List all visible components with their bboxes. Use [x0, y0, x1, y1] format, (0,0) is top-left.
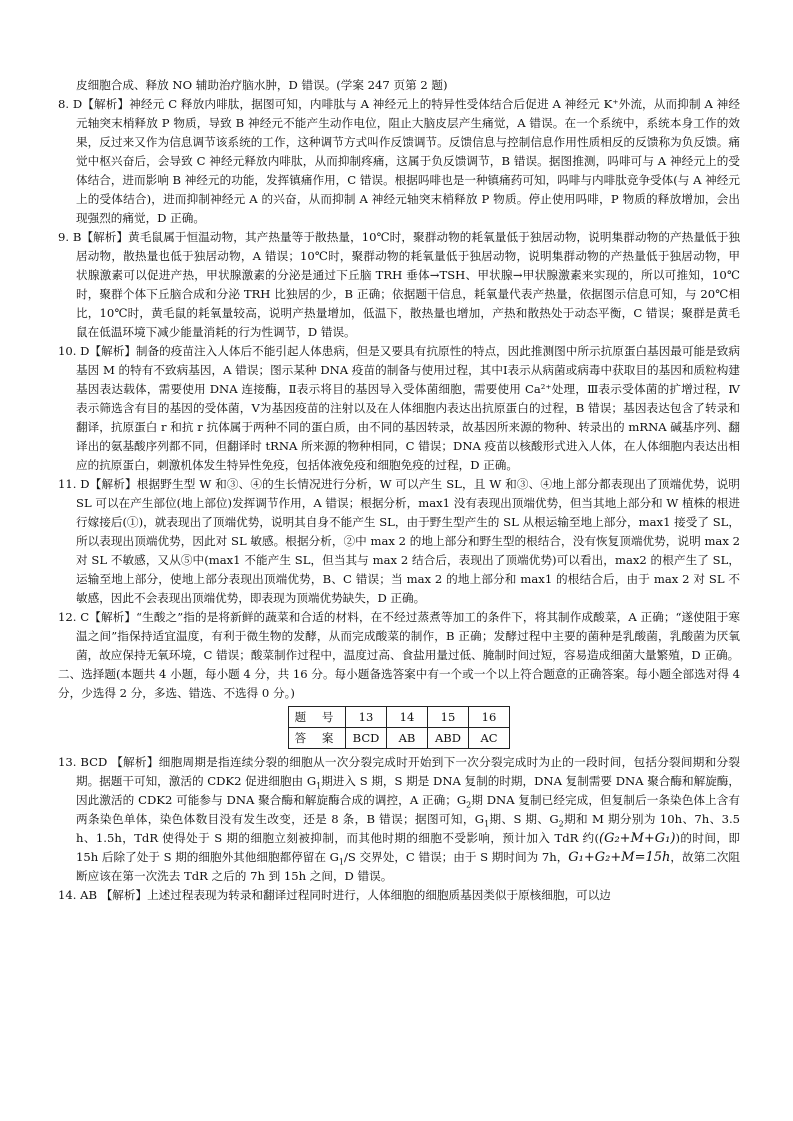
- table-row-numbers: [289, 707, 510, 728]
- table-cell: 15: [428, 707, 469, 728]
- formula: (G₂+M+G₁): [599, 831, 676, 846]
- section-two-heading: 二、选择题(本题共 4 小题，每小题 4 分，共 16 分。每小题备选答案中有一个或一个以上符合题意的正确答案。每小题全部选对得 4 分，少选得 2 分，多选、错选、不选得 0 分。): [58, 667, 740, 700]
- paragraph-continuation: 皮细胞合成、释放 NO 辅助治疗脑水肿，D 错误。(学案 247 页第 2 题): [76, 78, 448, 92]
- table-label-answer: 答 案: [289, 728, 346, 749]
- table-cell: ABD: [428, 728, 469, 749]
- answer-9: 9. B【解析】黄毛鼠属于恒温动物，其产热量等于散热量，10℃时，聚群动物的耗氧量低于独居动物，说明集群动物的产热量低于独居动物，散热量也低于独居动物，A 错误；10℃时，聚群动物的耗氧量低于独居动物，说明集群动物的产热量低于独居动物，甲状腺激素可以促进产热，甲状腺激素的分泌是通过下丘脑 TRH 垂体→TSH、甲状腺→甲状腺激素来实现的，所以可推知，10℃时，聚群个体下丘脑合成和分泌 TRH 比独居的少，B 正确；依据题干信息，耗氧量代表产热量，依据图示信息可知，与 20℃相比，10℃时，黄毛鼠的耗氧量较高，说明产热量增加，低温下，散热量也增加，产热和散热处于动态平衡，C 错误；聚群是黄毛鼠在低温环境下减少能量消耗的行为性调节，D 错误。: [58, 230, 740, 339]
- table-cell: AB: [387, 728, 428, 749]
- text-run: )的时间，即 15h 后除了处于 S 期的细胞外其他细胞都停留在 G: [76, 831, 740, 864]
- text-run: 期进入 S 期，S 期是 DNA 复制的时期，DNA 复制需要 DNA 聚合酶和解旋酶，因此激活的 CDK2 可能参与 DNA 聚合酶和解旋酶合成的调控，A 正确；G: [76, 774, 740, 807]
- subscript: 2: [466, 800, 472, 810]
- document-page: [58, 76, 740, 905]
- answer-14: 14. AB 【解析】上述过程表现为转录和翻译过程同时进行，人体细胞的细胞质基因类似于原核细胞，可以边: [58, 888, 611, 902]
- answer-13: [58, 753, 740, 886]
- answer-10: 10. D【解析】制备的疫苗注入人体后不能引起人体患病，但是又要具有抗原性的特点，因此推测图中所示抗原蛋白基因最可能是致病基因 M 的特有不致病基因，A 错误；图示某种 DNA 疫苗的制备与使用过程，其中Ⅰ表示从病菌或病毒中获取目的基因和质粒构建基因表达载体，需要使用 DNA 连接酶，Ⅱ表示将目的基因导入受体菌细胞，需要使用 Ca²⁺处理，Ⅲ表示受体菌的扩增过程，Ⅳ表示筛选含有目的基因的受体菌，Ⅴ为基因疫苗的注射以及在人体细胞内表达出抗原蛋白的过程，B 错误；基因表达包含了转录和翻译，抗原蛋白 r 和抗 r 抗体属于两种不同的蛋白质，由不同的基因转录，故基因所来源的物种、转录出的 mRNA 碱基序列、翻译出的氨基酸序列都不同，但翻译时 tRNA 所来源的物种相同，C 错误；DNA 疫苗以核酸形式进入人体，在人体细胞内表达出相应的抗原蛋白，刺激机体发生特异性免疫，包括体液免疫和细胞免疫的过程，D 正确。: [58, 344, 740, 472]
- formula: G₁+G₂+M=15h: [568, 850, 671, 865]
- text-run: /S 交界处，C 错误；由于 S 期时间为 7h，: [344, 850, 569, 864]
- answer-12: 12. C【解析】“生酸之”指的是将新鲜的蔬菜和合适的材料，在不经过蒸煮等加工的条件下，将其制作成酸菜，A 正确；“遂使阻于寒温之间”指保持适宜温度，有利于微生物的发酵，从而完成酸菜的制作，B 正确；发酵过程中主要的菌种是乳酸菌，乳酸菌为厌氧菌，故应保持无氧环境，C 错误；酸菜制作过程中，温度过高、食盐用量过低、腌制时间过短，容易造成细菌大量繁殖，D 正确。: [58, 610, 740, 662]
- table-cell: 13: [346, 707, 387, 728]
- text-run: 期和 M 期分别为 10h、7h、3.5 h、1.5h，TdR 使得处于 S 期的细胞立刻被抑制，而其他时期的细胞不受影响，预计加入 TdR 约(: [76, 812, 741, 845]
- answer-table: [288, 706, 510, 749]
- subscript: 1: [316, 781, 322, 791]
- text-run: 13. BCD 【解析】细胞周期是指连续分裂的细胞从一次分裂完成时开始到下一次分裂完成时为止的一段时间，包括分裂间期和分裂期。据题干可知，激活的 CDK2 促进细胞由 G: [58, 755, 740, 788]
- text-run: 期 DNA 复制已经完成，但复制后一条染色体上含有两条染色单体，染色体数目没有发生改变，还是 8 条，B 错误；据图可知，G: [76, 793, 740, 826]
- table-cell: AC: [469, 728, 510, 749]
- text-run: 期、S 期、G: [489, 812, 559, 826]
- table-cell: 16: [469, 707, 510, 728]
- table-label-number: 题 号: [289, 707, 346, 728]
- table-row-answers: [289, 728, 510, 749]
- subscript: 1: [338, 857, 344, 867]
- subscript: 1: [484, 819, 490, 829]
- table-cell: BCD: [346, 728, 387, 749]
- answer-8: 8. D【解析】神经元 C 释放内啡肽，据图可知，内啡肽与 A 神经元上的特异性受体结合后促进 A 神经元 K⁺外流，从而抑制 A 神经元轴突末梢释放 P 物质，导致 B 神经元不能产生动作电位，阻止大脑皮层产生痛觉，A 错误。在一个系统中，系统本身工作的效果，反过来又作为信息调节该系统的工作，这种调节方式叫作反馈调节。反馈信息与控制信息作用性质相反的反馈称为负反馈。痛觉中枢兴奋后，会导致 C 神经元释放内啡肽，从而抑制疼痛，这属于负反馈调节，B 错误。据图推测，吗啡可与 A 神经元上的受体结合，进而影响 B 神经元的功能，发挥镇痛作用，C 错误。根据吗啡也是一种镇痛药可知，吗啡与内啡肽竞争受体(与 A 神经元上的受体结合)，进而抑制神经元 A 的兴奋，从而抑制 A 神经元轴突末梢释放 P 物质。停止使用吗啡，P 物质的释放增加，会出现强烈的痛觉，D 正确。: [58, 97, 740, 225]
- table-cell: 14: [387, 707, 428, 728]
- answer-11: 11. D【解析】根据野生型 W 和③、④的生长情况进行分析，W 可以产生 SL，且 W 和③、④地上部分都表现出了顶端优势，说明 SL 可以在产生部位(地上部位)发挥调节作用，A 错误；根据分析，max1 没有表现出顶端优势，但当其地上部分和 W 植株的根进行嫁接后(①)，就表现出了顶端优势，说明其自身不能产生 SL，由于野生型产生的 SL 从根运输至地上部分，max1 接受了 SL，所以表现出顶端优势，因此对 SL 敏感。根据分析，②中 max 2 的地上部分和野生型的根结合，没有恢复顶端优势，说明 max 2 对 SL 不敏感，又从⑤中(max1 不能产生 SL，但当其与 max 2 结合后，表现出了顶端优势)可以看出，max2 的根产生了 SL，运输至地上部分，使地上部分表现出顶端优势，B、C 错误；当 max 2 的地上部分和 max1 的根结合后，由于 max 2 对 SL 不敏感，因此不会表现出顶端优势，即表现为顶端优势缺失，D 正确。: [58, 477, 740, 605]
- text-run: ，故第二次阻断应该在第一次洗去 TdR 之后的 7h 到 15h 之间，D 错误。: [76, 850, 740, 883]
- subscript: 2: [558, 819, 564, 829]
